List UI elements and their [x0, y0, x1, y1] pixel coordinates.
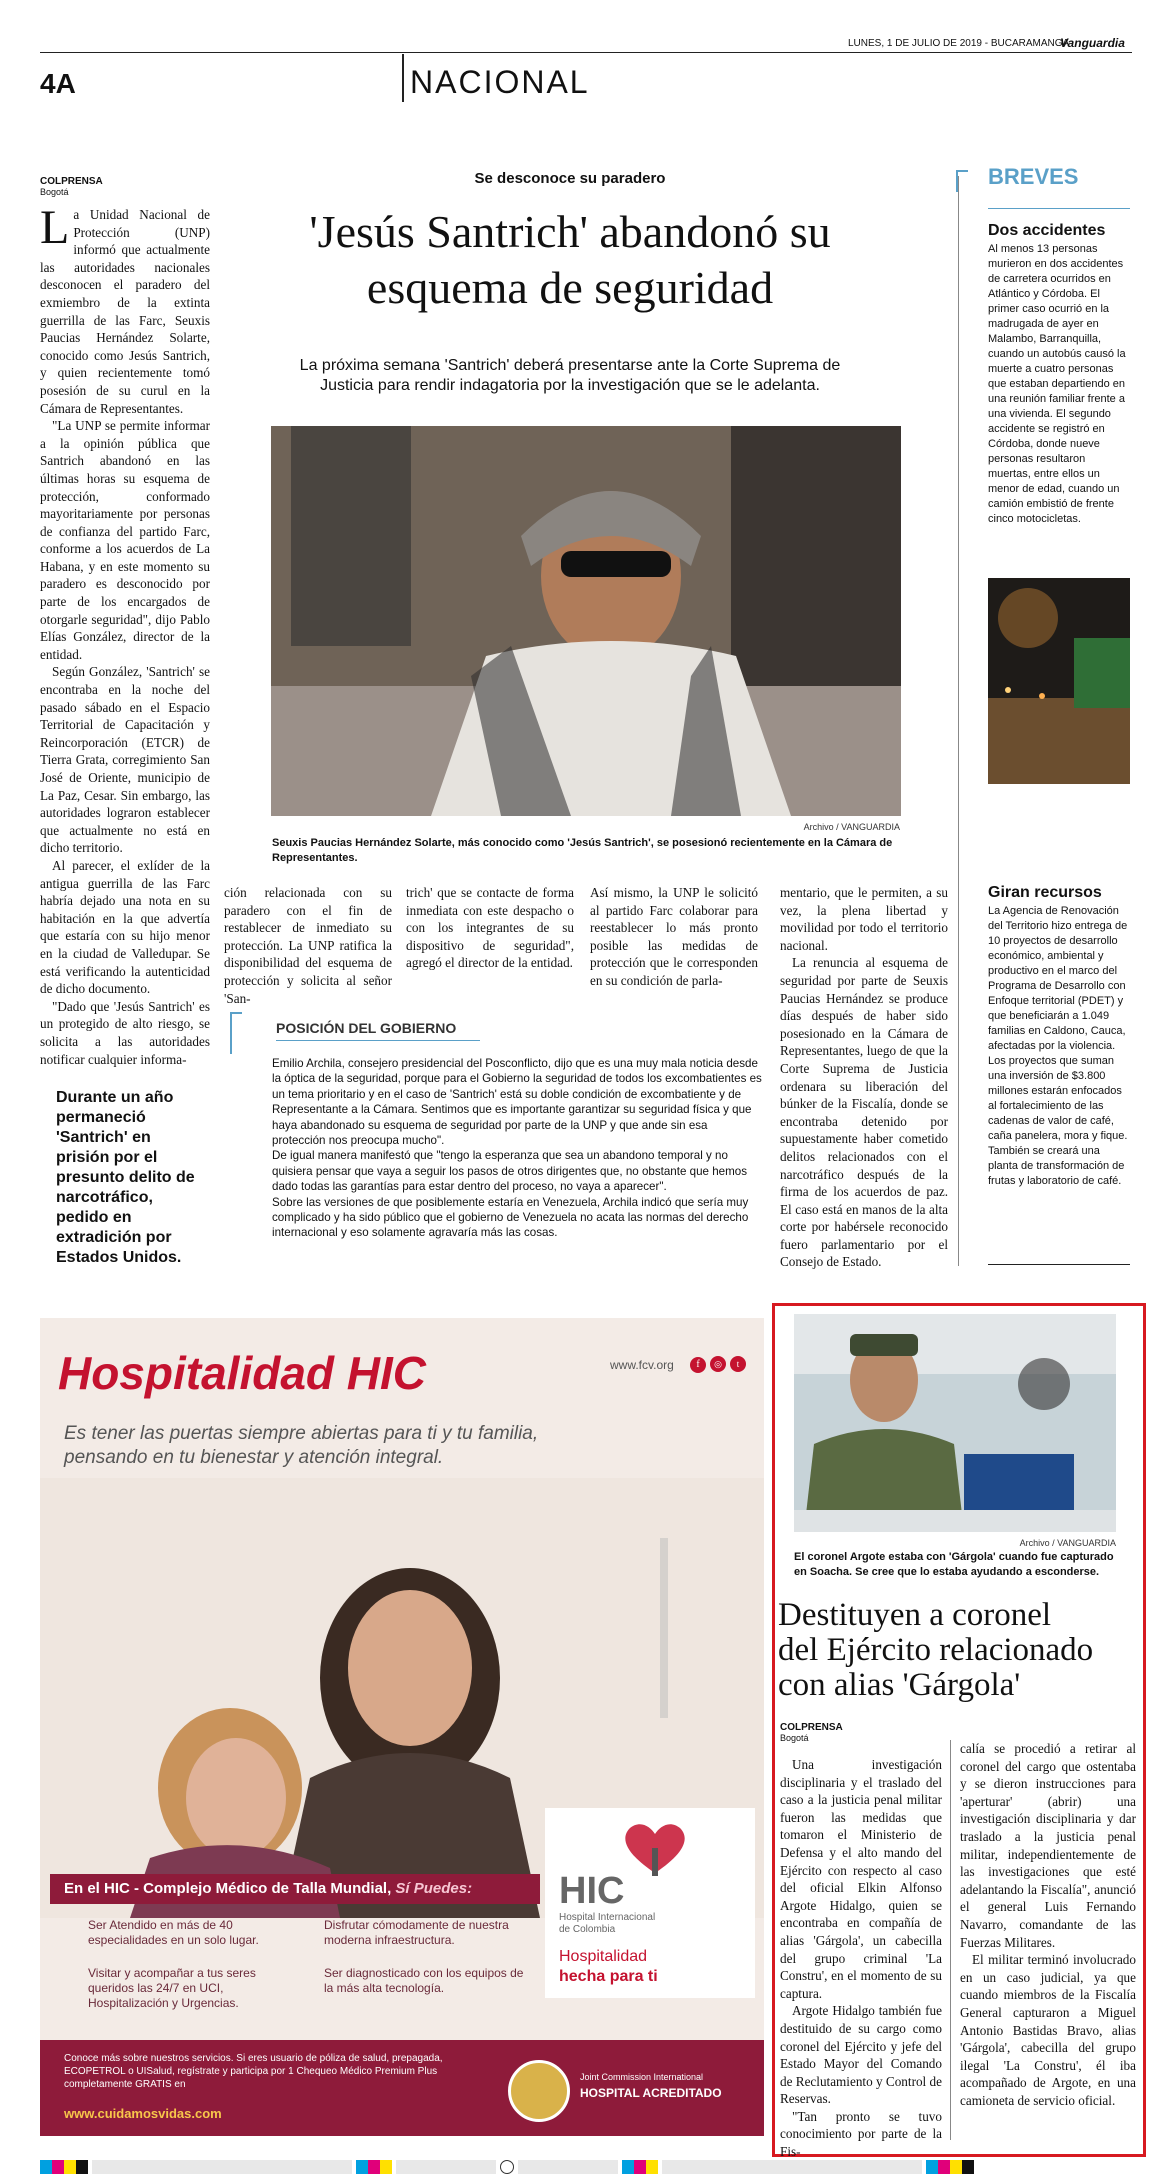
page-number: 4A [40, 68, 76, 99]
second-col1-p1: Una investigación disciplinaria y el traslado del caso a la justicia penal militar fueron las medidas que tomaron el Ministerio de Defensa y el alto mando del Ejército con respecto al caso del oficial Elkin Alfonso Argote Hidalgo, quien se encontraba en compañía de alias 'Gárgola', un cabecilla del grupo criminal 'La Constru', en el momento de su captura. [780, 1757, 942, 2001]
sidebar-title: POSICIÓN DEL GOBIERNO [276, 1020, 457, 1036]
main-col5-p2: La renuncia al esquema de seguridad por parte de Seuxis Paucias Hernández se produce días después de haber sido posesionado en la Cámara de Representantes, luego de que la Corte Suprema de Justicia ordenara su liberación del búnker de la Fiscalía, donde se encontraba detenido por supuestamente haber cometido delitos relacionados con el narcotráfico después de la firma de los acuerdos de paz. El caso está en manos de la alta corte por habérsele reconocido fuero parlamentario por el Consejo de Estado. [780, 955, 948, 1270]
second-col1 [780, 1756, 942, 2161]
second-headline-line1: Destituyen a coronel [778, 1597, 1052, 1633]
breves-item1-text: Al menos 13 personas murieron en dos accidentes de carretera ocurridos en Atlántico y Córdoba. El primer caso ocurrió en la madrugada de ayer en Malambo, Barranquilla, cuando un autobús causó la muerte a cuatro personas que estaban departiendo en una reunión familiar frente a una vivienda. El segundo accidente se registró en Córdoba, donde nueve personas resultaron muertas, entre ellos un menor de edad, cuando un camión embistió de frente cinco motocicletas. [988, 243, 1126, 525]
second-col-rule [950, 1740, 951, 2140]
date-place: LUNES, 1 DE JULIO DE 2019 - BUCARAMANGA [848, 38, 1070, 49]
headline-line2: esquema de seguridad [366, 262, 774, 313]
accreditation-seal-icon [508, 2060, 570, 2122]
ad-logo-text: HIC [559, 1870, 625, 1912]
ad-seal-line2: HOSPITAL ACREDITADO [580, 2086, 722, 2100]
main-col1-p2: "La UNP se permite informar a la opinión pública que Santrich abandonó en las últimas horas su esquema de protección, conformado mayoritariamente por personas de confianza del partido Farc, conforme a los acuerdos de La Habana, y en este momento su paradero es desconocido por parte de los encargados de otorgarle seguridad", dijo Pablo Elías González, director de la entidad. [40, 418, 210, 662]
ad-seal-line1: Joint Commission International [580, 2072, 704, 2082]
main-col3: trich' que se contacte de forma inmediata con este despacho o con los integrantes de su dispositivo de seguridad", agregó el director de la entidad. [406, 885, 574, 971]
headline-line1: 'Jesús Santrich' abandonó su [309, 206, 831, 257]
main-col1-p4: Al parecer, el exlíder de la antigua guerrilla de las Farc habría dejado una nota en su habitación en la que advertía que estaría con su hijo menor en la ciudad de Valledupar. Se está verificando la autenticidad de dicho documento. [40, 857, 210, 997]
deck [250, 356, 890, 396]
section-name: NACIONAL [410, 64, 590, 100]
second-col2-p2: El militar terminó involucrado en un caso judicial, ya que cuando miembros de la Fiscalía General capturaron a Miguel Antonio Bastidas Bravo, alias 'Gárgola', cabecilla del grupo ilegal 'La Constru', él iba acompañado de Argote, en una camioneta de servicio oficial. [960, 1952, 1136, 2108]
ad-banner-highlight: Sí Puedes: [395, 1880, 473, 1897]
drop-cap: L [40, 201, 70, 254]
breves-item2-text: La Agencia de Renovación del Territorio hizo entrega de 10 proyectos de desarrollo económico, ambiental y productivo en el marco del Programa de Desarrollo con Enfoque territorial (PDET) y que beneficiarán a 1.049 familias en Caldono, Cauca, afectadas por la violencia. Los proyectos que suman una inversión de $3.800 millones estarán enfocados al fortalecimiento de las cadenas de valor de café, caña panelera, mora y fique. También se creará una planta de transformación de frutas y laboratorio de café. [988, 905, 1128, 1187]
registration-target-icon [500, 2160, 514, 2174]
main-photo-credit: Archivo / VANGUARDIA [803, 822, 900, 832]
main-col4: Así mismo, la UNP le solicitó al partido Farc colaborar para reestablecer lo más pronto posible las medidas de protección que le corresponden en su condición de parla- [590, 885, 758, 988]
pull-quote: Durante un año permaneció 'Santrich' en prisión por el presunto delito de narcotráfico, pedido en extradición por Estados Unidos. [56, 1089, 195, 1266]
ad-logo-sub2: de Colombia [559, 1924, 616, 1935]
sidebar-text [272, 1056, 762, 1241]
twitter-icon: t [730, 1356, 746, 1372]
ad-slogan2: hecha para ti [559, 1968, 658, 1985]
main-col1 [40, 201, 210, 1068]
ad-footer [40, 2040, 764, 2136]
breves-rule [988, 208, 1130, 209]
main-col5 [780, 884, 948, 1271]
breves-item2-title: Giran recursos [988, 884, 1102, 901]
deck-line1: La próxima semana 'Santrich' deberá presentarse ante la Corte Suprema de [299, 357, 841, 374]
ad-title: Hospitalidad HIC [58, 1347, 427, 1399]
color-registration-bar [40, 2160, 1132, 2174]
ad-slogan1: Hospitalidad [559, 1948, 648, 1965]
second-byline-agency: COLPRENSA [780, 1722, 843, 1733]
byline-agency: COLPRENSA [40, 176, 103, 187]
santrich-photo [271, 426, 901, 816]
main-col5-p1: mentario, que le permiten, a su vez, la plena libertad y movilidad por todo el territorio nacional. [780, 885, 948, 953]
ad-logo-box [545, 1808, 755, 1998]
second-col1-p2: Argote Hidalgo también fue destituido de su cargo como coronel del Ejército y jefe del Estado Mayor del Comando de Reclutamiento y Control de Reservas. [780, 2003, 942, 2107]
deck-line2: Justicia para rendir indagatoria por la investigación que se le adelanta. [320, 377, 820, 394]
colonel-photo [794, 1314, 1116, 1532]
ad-subtitle [64, 1422, 538, 1470]
main-right-rule [958, 176, 959, 1266]
header-top-rule [40, 52, 1132, 53]
main-photo-caption: Seuxis Paucias Hernández Solarte, más conocido como 'Jesús Santrich', se posesionó recientemente en la Cámara de Representantes. [272, 837, 893, 864]
colonel-photo-credit: Archivo / VANGUARDIA [1019, 1538, 1116, 1548]
ad-bullet2: Disfrutar cómodamente de nuestra moderna infraestructura. [324, 1918, 509, 1947]
accident-photo [988, 578, 1130, 784]
sidebar-p1: Emilio Archila, consejero presidencial del Posconflicto, dijo que es una muy mala noticia desde la óptica de la seguridad, porque para el Gobierno la seguridad de todos los excombatientes es un tema prioritario y en el caso de 'Santrich' está su doble condición de excombatiente y de Representante a la Cámara. Sentimos que es importante garantizar su seguridad física y que haya abandonado su esquema de seguridad por parte de la UNP y que ande sin esa protección nos preocupa mucho". [272, 1057, 762, 1148]
ad-banner-plain: En el HIC - Complejo Médico de Talla Mundial, [64, 1880, 396, 1897]
heart-tree-icon [615, 1818, 695, 1878]
second-col1-p3: "Tan pronto se tuvo conocimiento por parte de la Fis- [780, 2108, 942, 2160]
headline [230, 204, 910, 316]
hic-advertisement[interactable] [40, 1318, 764, 2136]
second-headline [778, 1598, 1140, 1703]
second-byline-city: Bogotá [780, 1733, 809, 1743]
ad-logo-sub1: Hospital Internacional [559, 1912, 656, 1923]
second-col2-p1: calía se procedió a retirar al coronel del cargo que ostentaba y se dieron instrucciones para 'aperturar' (abrir) una investigación disciplinaria y dar traslado a la justicia penal militar, independientemente de las investigaciones que esté adelantando la Fiscalía", anunció el general Luis Fernando Navarro, comandante de las Fuerzas Militares. [960, 1741, 1136, 1950]
ad-banner [50, 1874, 540, 1904]
sidebar-title-rule [276, 1040, 480, 1041]
ad-bullet4: Ser diagnosticado con los equipos de la más alta tecnología. [324, 1966, 524, 1995]
byline-city: Bogotá [40, 187, 69, 197]
main-col2: ción relacionada con su paradero con el fin de restablecer de inmediato su protección. La UNP ratifica la disponibilidad del esquema de protección y solicita al señor 'San- [224, 885, 392, 1006]
main-col1-p1: a Unidad Nacional de Protección (UNP) informó que actualmente las autoridades nacionales desconocen el paradero del exmiembro de la extinta guerrilla de las Farc, Seuxis Paucias Hernández Solarte, conocido como Jesús Santrich, y quien recientemente tomó posesión de su curul en la Cámara de Representantes. [40, 207, 210, 416]
sidebar-p2: De igual manera manifestó que "tengo la esperanza que sea un abandono temporal y no quisiera pensar que vaya a seguir los pasos de otros dirigentes que, no obstante que hemos dado todas las garantías para estar dentro del proceso, no vaya a aparecer". [272, 1149, 748, 1194]
second-headline-line3: con alias 'Gárgola' [778, 1667, 1021, 1703]
colonel-photo-caption: El coronel Argote estaba con 'Gárgola' cuando fue capturado en Soacha. Se cree que lo estaba ayudando a esconderse. [794, 1551, 1114, 1578]
main-col1-p3: Según González, 'Santrich' se encontraba en la noche del pasado sábado en el Espacio Territorial de Capacitación y Reincorporación (ETCR) de Tierra Grata, corregimiento San José de Oriente, municipio de La Paz, Cesar. Sin embargo, las autoridades lograron establecer que actualmente no está en dicho territorio. [40, 664, 210, 856]
breves-title: BREVES [988, 164, 1079, 189]
sidebar-bracket [230, 1012, 242, 1054]
ad-subtitle-line1: Es tener las puertas siempre abiertas para ti y tu familia, [64, 1423, 539, 1444]
breves-bottom-rule [988, 1264, 1130, 1265]
kicker: Se desconoce su paradero [474, 170, 666, 187]
ad-footer-url[interactable]: www.cuidamosvidas.com [64, 2106, 222, 2121]
facebook-icon: f [690, 1357, 706, 1373]
main-col1-p5: "Dado que 'Jesús Santrich' es un protegido de alto riesgo, se solicita a las autoridades notificar cualquier informa- [40, 998, 210, 1067]
breves-item1-title: Dos accidentes [988, 222, 1106, 239]
second-headline-line2: del Ejército relacionado [778, 1632, 1094, 1668]
ad-footer-text: Conoce más sobre nuestros servicios. Si eres usuario de póliza de salud, prepagada, ECOPETROL o UISalud, regístrate y participa por 1 Chequeo Médico Premium Plus completamente GRATIS en [64, 2053, 443, 2090]
ad-subtitle-line2: pensando en tu bienestar y atención integral. [64, 1447, 444, 1468]
header-divider [402, 54, 404, 102]
instagram-icon: ◎ [710, 1356, 726, 1372]
ad-bullet3: Visitar y acompañar a tus seres queridos las 24/7 en UCI, Hospitalización y Urgencias. [88, 1966, 256, 2010]
sidebar-p3: Sobre las versiones de que posiblemente estaría en Venezuela, Archila indicó que sería muy complicado y ha sido público que el gobierno de Venezuela no acata las normas del derecho internacional y eso solamente agravaría más las cosas. [272, 1195, 749, 1240]
ad-website: www.fcv.org [610, 1358, 674, 1372]
social-icons [690, 1354, 746, 1373]
paper-name: Vanguardia [1060, 36, 1125, 50]
breves-bracket [956, 170, 968, 192]
second-col2 [960, 1740, 1136, 2109]
ad-bullet1: Ser Atendido en más de 40 especialidades en un solo lugar. [88, 1918, 259, 1947]
